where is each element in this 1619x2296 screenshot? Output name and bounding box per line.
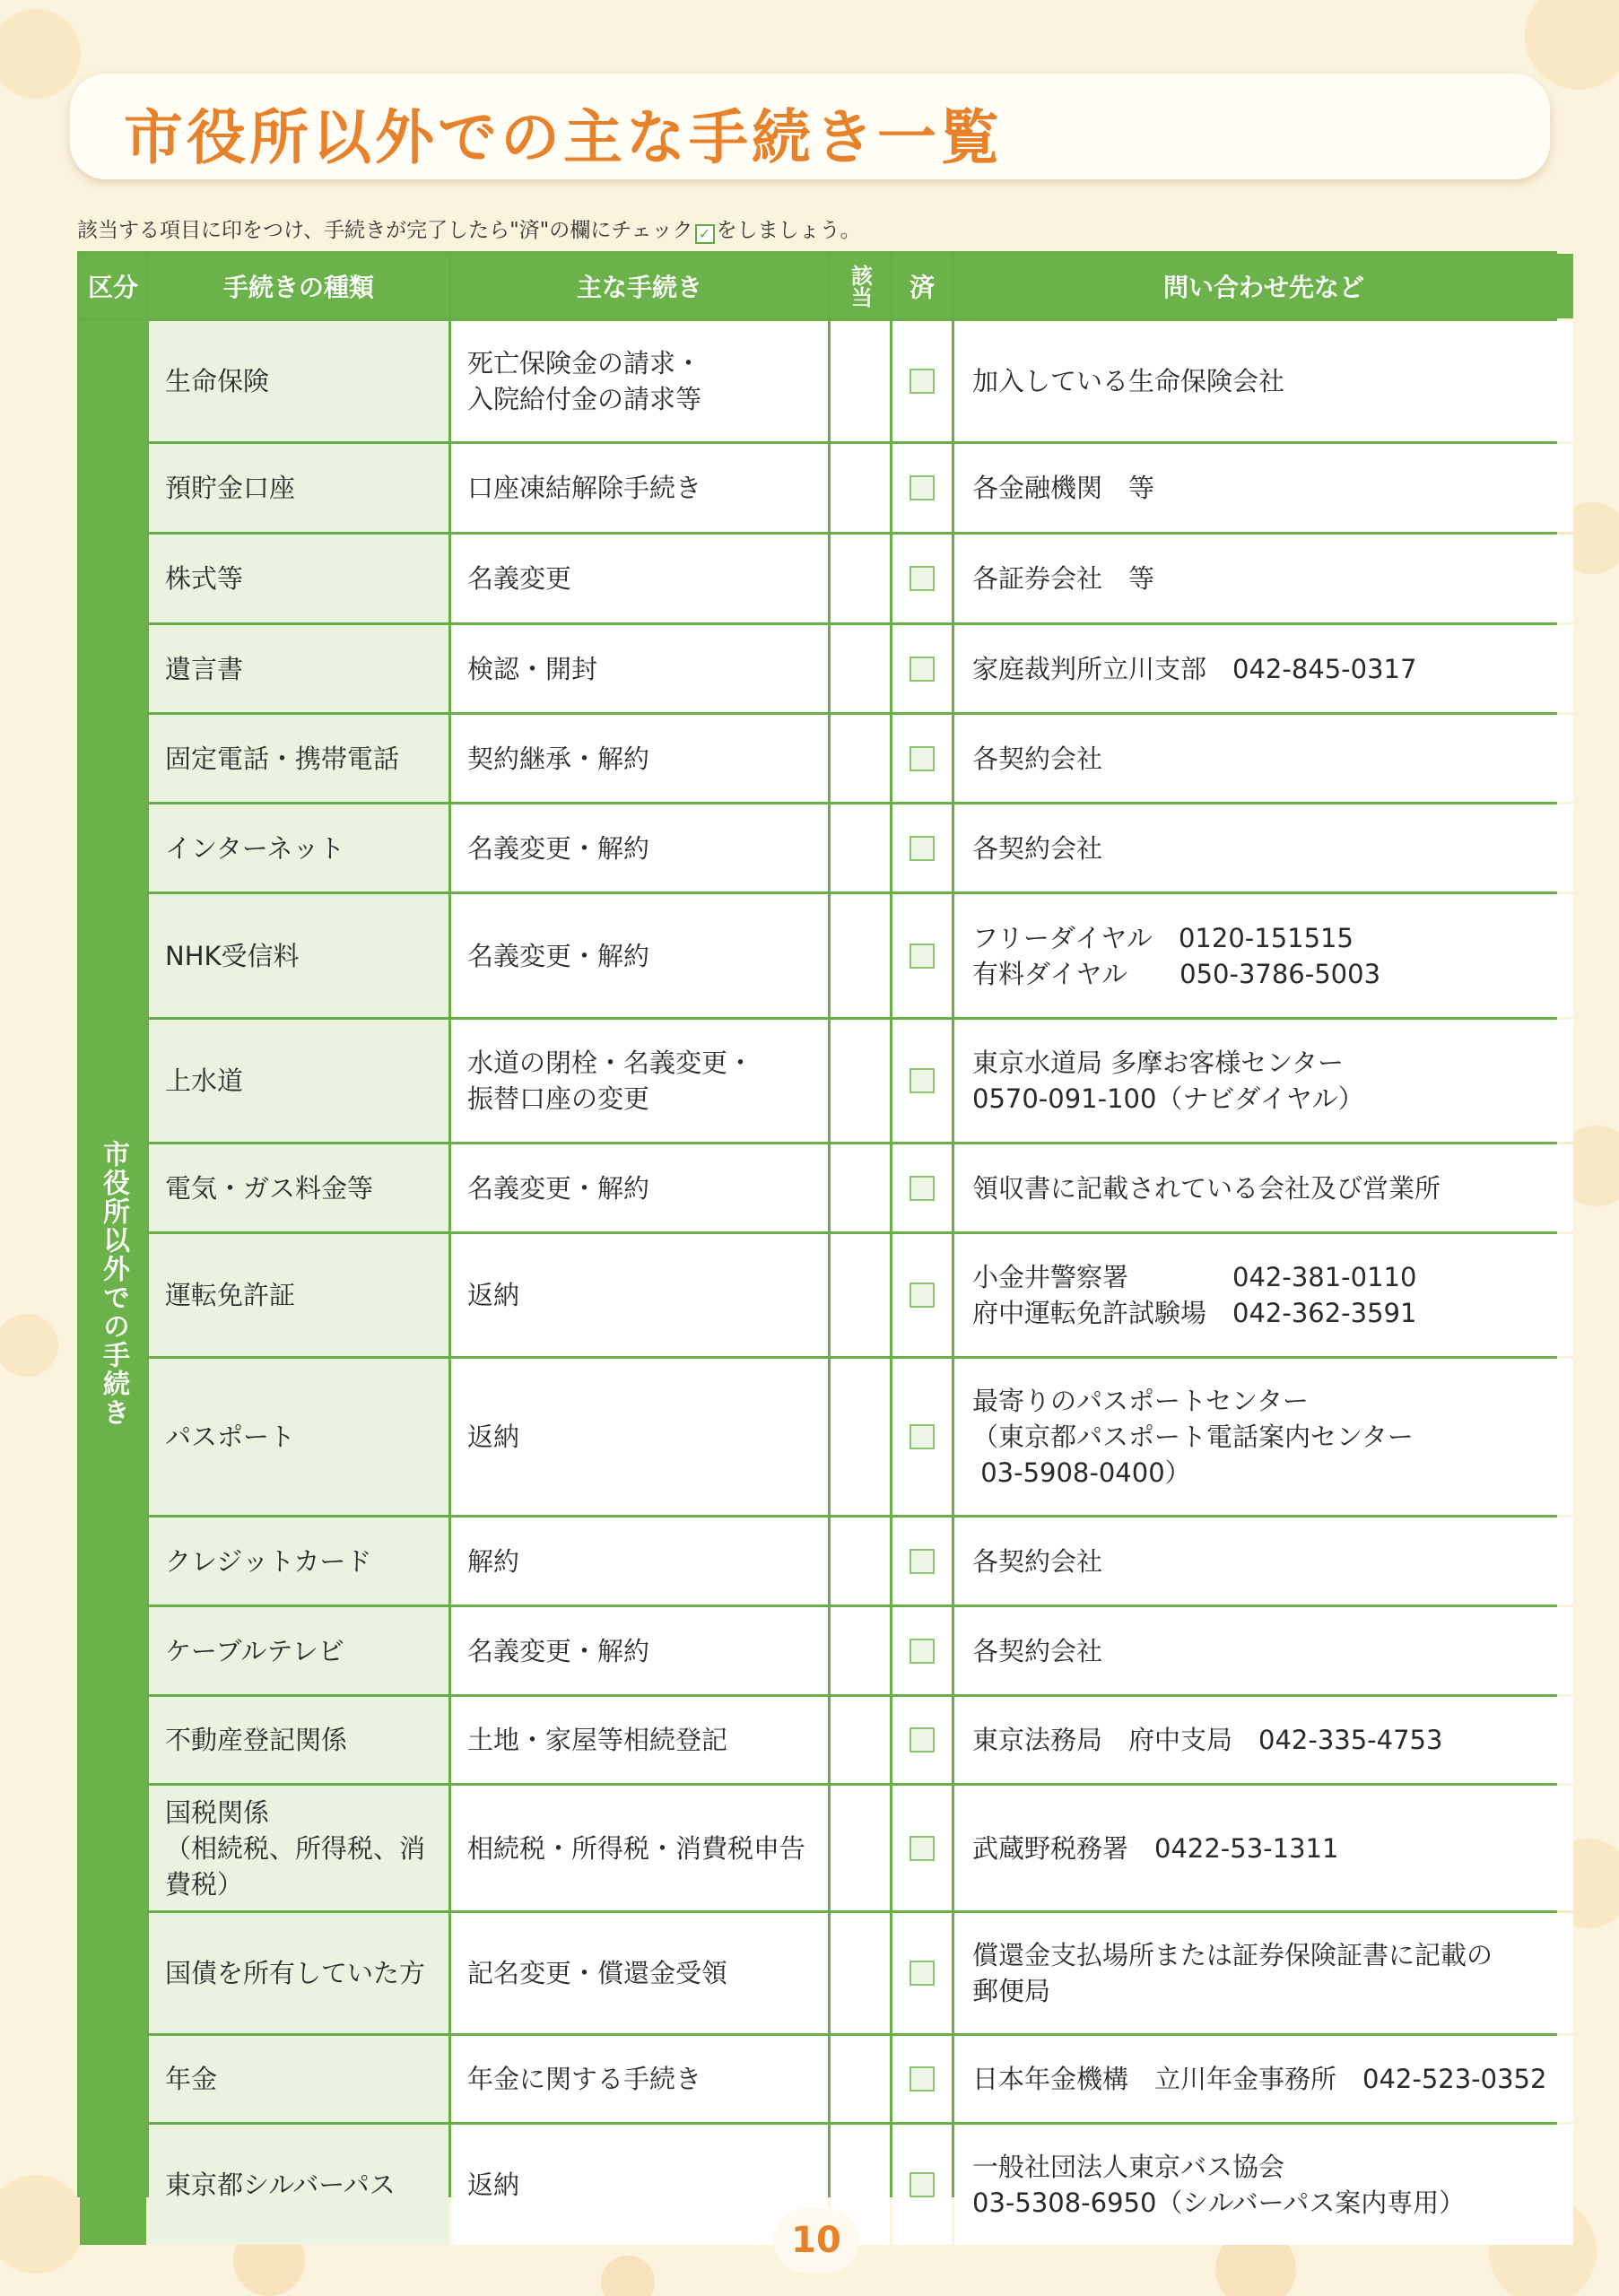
applicable-mark-cell[interactable] <box>831 1786 890 1910</box>
procedure-kind-line: ケーブルテレビ <box>165 1635 344 1666</box>
applicable-mark-cell[interactable] <box>831 1020 890 1142</box>
procedure-kind-cell <box>149 1234 448 1356</box>
contact-line: 小金井警察署 042-381-0110 <box>972 1262 1417 1292</box>
procedure-kind-text <box>165 741 399 777</box>
contact-line: 各契約会社 <box>972 1545 1103 1577</box>
done-check-cell <box>892 444 952 532</box>
procedure-kind-cell <box>149 321 448 441</box>
contact-line: 各契約会社 <box>972 1635 1103 1666</box>
check-icon: ✓ <box>695 224 715 244</box>
main-procedure-line: 名義変更・解約 <box>467 832 650 864</box>
main-procedure-text <box>467 1419 519 1455</box>
done-checkbox[interactable] <box>910 1283 935 1308</box>
contact-line: 各金融機関 等 <box>972 473 1155 503</box>
main-procedure-text <box>467 938 649 974</box>
header-kind: 手続きの種類 <box>149 254 448 318</box>
applicable-mark-cell[interactable] <box>831 1359 890 1515</box>
instruction-before: 該当する項目に印をつけ、手続きが完了したら"済"の欄にチェック <box>77 219 693 242</box>
done-checkbox[interactable] <box>910 944 935 969</box>
header-done: 済 <box>892 254 952 318</box>
done-check-cell <box>892 1020 952 1142</box>
contact-line: 郵便局 <box>972 1976 1051 2006</box>
contact-cell <box>954 1144 1573 1231</box>
done-check-cell <box>892 1518 952 1605</box>
main-procedure-line: 契約継承・解約 <box>467 743 650 774</box>
procedure-kind-line: インターネット <box>165 832 345 864</box>
contact-cell <box>954 804 1573 891</box>
contact-line: フリーダイヤル 0120-151515 <box>972 922 1354 953</box>
procedure-kind-text <box>165 651 243 687</box>
procedure-kind-cell <box>149 1359 448 1515</box>
procedure-kind-line: 電気・ガス料金等 <box>165 1172 374 1204</box>
done-checkbox[interactable] <box>910 1639 935 1664</box>
main-procedure-cell <box>451 1020 828 1142</box>
procedure-kind-text <box>165 1277 295 1313</box>
main-procedure-line: 記名変更・償還金受領 <box>467 1958 728 1988</box>
contact-line: 領収書に記載されている会社及び営業所 <box>972 1172 1441 1204</box>
contact-line: 府中運転免許試験場 042-362-3591 <box>972 1298 1417 1328</box>
procedure-kind-cell <box>149 1913 448 2033</box>
done-check-cell <box>892 1607 952 1694</box>
main-procedure-cell <box>451 894 828 1017</box>
applicable-mark-cell[interactable] <box>831 1518 890 1605</box>
instruction-text <box>77 213 861 244</box>
main-procedure-text <box>467 561 571 596</box>
main-procedure-line: 解約 <box>467 1545 520 1577</box>
done-checkbox[interactable] <box>910 1836 935 1861</box>
contact-text <box>972 651 1416 687</box>
contact-text <box>972 561 1154 596</box>
contact-line: 日本年金機構 立川年金事務所 042-523-0352 <box>972 2064 1547 2094</box>
procedure-kind-text <box>165 561 243 596</box>
procedure-kind-cell <box>149 1020 448 1142</box>
main-procedure-line: 検認・開封 <box>467 653 598 684</box>
contact-text <box>972 1633 1102 1669</box>
applicable-mark-cell[interactable] <box>831 1144 890 1231</box>
main-procedure-line: 名義変更・解約 <box>467 1635 650 1666</box>
procedure-kind-line: クレジットカード <box>165 1545 372 1577</box>
procedure-kind-cell <box>149 894 448 1017</box>
instruction-after: をしましょう。 <box>716 219 861 242</box>
done-checkbox[interactable] <box>910 475 935 500</box>
main-procedure-text <box>467 470 701 506</box>
main-procedure-line: 口座凍結解除手続き <box>467 473 702 503</box>
main-procedure-text <box>467 2061 701 2097</box>
contact-cell <box>954 625 1573 712</box>
contact-line: 加入している生命保険会社 <box>972 366 1285 396</box>
main-procedure-text <box>467 1544 519 1579</box>
procedure-kind-line: 国債を所有していた方 <box>165 1958 426 1988</box>
contact-text <box>972 741 1102 777</box>
procedure-kind-cell <box>149 1786 448 1910</box>
contact-text <box>972 920 1380 992</box>
contact-line: 最寄りのパスポートセンター <box>972 1386 1309 1416</box>
procedure-kind-text <box>165 1544 371 1579</box>
contact-line: 0570-091-100（ナビダイヤル） <box>972 1083 1364 1114</box>
main-procedure-text <box>467 741 649 777</box>
main-procedure-cell <box>451 625 828 712</box>
done-check-cell <box>892 1359 952 1515</box>
main-procedure-cell <box>451 1518 828 1605</box>
page-number: 10 <box>791 2220 841 2261</box>
contact-cell <box>954 1518 1573 1605</box>
main-procedure-cell <box>451 321 828 441</box>
procedure-kind-line: NHK受信料 <box>165 940 300 971</box>
done-checkbox[interactable] <box>910 746 935 771</box>
procedure-kind-text <box>165 1063 243 1099</box>
applicable-mark-cell[interactable] <box>831 1234 890 1356</box>
procedure-kind-line: 遺言書 <box>165 653 244 684</box>
procedure-kind-text <box>165 938 300 974</box>
contact-line: 償還金支払場所または証券保険証書に記載の <box>972 1940 1493 1970</box>
main-procedure-cell <box>451 1786 828 1910</box>
page-title: 市役所以外での主な手続き一覧 <box>124 103 1003 172</box>
procedure-kind-line: 株式等 <box>165 563 244 594</box>
done-check-cell <box>892 1144 952 1231</box>
main-procedure-line: 入院給付金の請求等 <box>467 384 702 414</box>
procedure-kind-cell <box>149 444 448 532</box>
contact-cell <box>954 1786 1573 1910</box>
main-procedure-cell <box>451 1913 828 2033</box>
procedure-kind-cell <box>149 715 448 802</box>
procedure-kind-cell <box>149 625 448 712</box>
main-procedure-cell <box>451 1697 828 1783</box>
contact-text <box>972 2149 1465 2221</box>
main-procedure-text <box>467 1277 519 1313</box>
procedure-kind-line: 運転免許証 <box>165 1280 296 1310</box>
done-check-cell <box>892 625 952 712</box>
procedure-kind-text <box>165 1170 373 1206</box>
main-procedure-line: 名義変更 <box>467 563 572 594</box>
contact-cell <box>954 1913 1573 2033</box>
procedure-kind-cell <box>149 2125 448 2245</box>
done-checkbox[interactable] <box>910 657 935 682</box>
main-procedure-text <box>467 1633 649 1669</box>
contact-line: 03-5908-0400） <box>972 1457 1191 1488</box>
contact-cell <box>954 1020 1573 1142</box>
main-procedure-cell <box>451 1607 828 1694</box>
contact-line: 東京法務局 府中支局 042-335-4753 <box>972 1725 1443 1755</box>
main-procedure-text <box>467 831 649 866</box>
done-check-cell <box>892 1913 952 2033</box>
procedure-kind-text <box>165 2061 217 2097</box>
main-procedure-cell <box>451 2125 828 2245</box>
done-check-cell <box>892 715 952 802</box>
contact-line: （東京都パスポート電話案内センター <box>972 1422 1414 1452</box>
contact-text <box>972 2061 1546 2097</box>
contact-cell <box>954 1697 1573 1783</box>
main-procedure-cell <box>451 1234 828 1356</box>
contact-cell <box>954 1607 1573 1694</box>
done-checkbox[interactable] <box>910 836 935 861</box>
header-category: 区分 <box>80 254 146 318</box>
main-procedure-text <box>467 651 597 687</box>
procedure-kind-text <box>165 1633 344 1669</box>
procedure-kind-line: 不動産登記関係 <box>165 1725 348 1755</box>
main-procedure-cell <box>451 1359 828 1515</box>
contact-cell <box>954 2125 1573 2245</box>
contact-line: 東京水道局 多摩お客様センター <box>972 1048 1345 1078</box>
main-procedure-text <box>467 2167 519 2203</box>
contact-cell <box>954 894 1573 1017</box>
procedure-kind-text <box>165 831 344 866</box>
done-check-cell <box>892 1786 952 1910</box>
contact-cell <box>954 1359 1573 1515</box>
main-procedure-line: 水道の閉栓・名義変更・ <box>467 1048 754 1078</box>
contact-cell <box>954 535 1573 622</box>
applicable-mark-cell[interactable] <box>831 1913 890 2033</box>
contact-text <box>972 470 1154 506</box>
procedure-kind-line: パスポート <box>165 1422 296 1452</box>
main-procedure-line: 振替口座の変更 <box>467 1083 650 1114</box>
contact-text <box>972 831 1102 866</box>
contact-cell <box>954 321 1573 441</box>
done-check-cell <box>892 2125 952 2245</box>
applicable-mark-cell[interactable] <box>831 625 890 712</box>
procedure-kind-text <box>165 470 295 506</box>
header-contact: 問い合わせ先など <box>954 254 1573 318</box>
procedure-kind-line: 東京都シルバーパス <box>165 2170 396 2200</box>
main-procedure-line: 名義変更・解約 <box>467 1172 650 1204</box>
contact-line: 家庭裁判所立川支部 042-845-0317 <box>972 653 1417 684</box>
main-procedure-cell <box>451 804 828 891</box>
done-check-cell <box>892 1234 952 1356</box>
done-check-cell <box>892 535 952 622</box>
contact-text <box>972 1831 1338 1866</box>
done-checkbox[interactable] <box>910 1961 935 1986</box>
header-applicable: 該当 <box>831 254 890 318</box>
done-checkbox[interactable] <box>910 566 935 591</box>
procedure-kind-text <box>165 1419 295 1455</box>
header-procedure: 主な手続き <box>451 254 828 318</box>
procedure-kind-cell <box>149 1144 448 1231</box>
main-procedure-line: 返納 <box>467 1280 520 1310</box>
contact-line: 各契約会社 <box>972 832 1103 864</box>
done-check-cell <box>892 1697 952 1783</box>
main-procedure-line: 名義変更・解約 <box>467 940 650 971</box>
main-procedure-text <box>467 345 701 417</box>
contact-line: 一般社団法人東京バス協会 <box>972 2152 1285 2182</box>
applicable-mark-cell[interactable] <box>831 894 890 1017</box>
procedure-kind-text <box>165 1955 425 1991</box>
applicable-mark-cell[interactable] <box>831 444 890 532</box>
contact-text <box>972 1937 1493 2009</box>
done-checkbox[interactable] <box>910 1068 935 1093</box>
procedure-kind-line: 上水道 <box>165 1065 244 1096</box>
contact-cell <box>954 2036 1573 2122</box>
category-label: 市役所以外での手続き <box>80 321 146 2245</box>
procedure-kind-cell <box>149 2036 448 2122</box>
procedure-kind-line: （相続税、所得税、消費税） <box>165 1832 426 1900</box>
procedures-table <box>77 251 1557 2218</box>
main-procedure-text <box>467 1722 727 1758</box>
contact-text <box>972 1722 1442 1758</box>
contact-text <box>972 1544 1102 1579</box>
done-check-cell <box>892 2036 952 2122</box>
main-procedure-line: 年金に関する手続き <box>467 2064 702 2094</box>
procedure-kind-text <box>165 1722 347 1758</box>
procedure-kind-cell <box>149 1607 448 1694</box>
done-checkbox[interactable] <box>910 1727 935 1752</box>
contact-text <box>972 363 1284 399</box>
main-procedure-cell <box>451 1144 828 1231</box>
contact-text <box>972 1259 1416 1331</box>
procedure-kind-cell <box>149 1697 448 1783</box>
contact-text <box>972 1170 1441 1206</box>
procedure-kind-cell <box>149 535 448 622</box>
contact-cell <box>954 444 1573 532</box>
procedure-kind-cell <box>149 1518 448 1605</box>
done-check-cell <box>892 321 952 441</box>
main-procedure-text <box>467 1045 753 1117</box>
applicable-mark-cell[interactable] <box>831 804 890 891</box>
procedure-kind-line: 年金 <box>165 2064 218 2094</box>
contact-line: 03-5308-6950（シルバーパス案内専用） <box>972 2187 1466 2218</box>
procedure-kind-line: 預貯金口座 <box>165 473 296 503</box>
procedures-grid <box>77 251 1557 2218</box>
main-procedure-text <box>467 1831 805 1866</box>
procedure-kind-text <box>165 1795 434 1902</box>
procedure-kind-cell <box>149 804 448 891</box>
done-check-cell <box>892 894 952 1017</box>
contact-line: 武蔵野税務署 0422-53-1311 <box>972 1832 1339 1864</box>
main-procedure-text <box>467 1955 727 1991</box>
contact-line: 各契約会社 <box>972 743 1103 774</box>
applicable-mark-cell[interactable] <box>831 2036 890 2122</box>
procedure-kind-line: 生命保険 <box>165 366 270 396</box>
applicable-mark-cell[interactable] <box>831 715 890 802</box>
title-banner <box>70 74 1550 179</box>
applicable-mark-cell[interactable] <box>831 1607 890 1694</box>
main-procedure-line: 相続税・所得税・消費税申告 <box>467 1832 806 1864</box>
done-checkbox[interactable] <box>910 2066 935 2092</box>
applicable-mark-cell[interactable] <box>831 321 890 441</box>
applicable-mark-cell[interactable] <box>831 535 890 622</box>
contact-cell <box>954 1234 1573 1356</box>
main-procedure-cell <box>451 715 828 802</box>
main-procedure-line: 死亡保険金の請求・ <box>467 348 702 378</box>
procedure-kind-line: 固定電話・携帯電話 <box>165 743 400 774</box>
procedure-kind-text <box>165 363 269 399</box>
main-procedure-line: 土地・家屋等相続登記 <box>467 1725 728 1755</box>
main-procedure-line: 返納 <box>467 2170 520 2200</box>
main-procedure-text <box>467 1170 649 1206</box>
main-procedure-cell <box>451 2036 828 2122</box>
main-procedure-line: 返納 <box>467 1422 520 1452</box>
done-checkbox[interactable] <box>910 1424 935 1449</box>
done-checkbox[interactable] <box>910 1549 935 1574</box>
main-procedure-cell <box>451 535 828 622</box>
contact-line: 各証券会社 等 <box>972 563 1155 594</box>
done-checkbox[interactable] <box>910 369 935 394</box>
procedure-kind-line: 国税関係 <box>165 1796 270 1828</box>
main-procedure-cell <box>451 444 828 532</box>
done-checkbox[interactable] <box>910 1176 935 1201</box>
done-checkbox[interactable] <box>910 2172 935 2197</box>
procedure-kind-text <box>165 2167 396 2203</box>
contact-text <box>972 1383 1414 1491</box>
contact-line: 有料ダイヤル 050-3786-5003 <box>972 958 1381 989</box>
done-check-cell <box>892 804 952 891</box>
contact-cell <box>954 715 1573 802</box>
contact-text <box>972 1045 1364 1117</box>
applicable-mark-cell[interactable] <box>831 1697 890 1783</box>
